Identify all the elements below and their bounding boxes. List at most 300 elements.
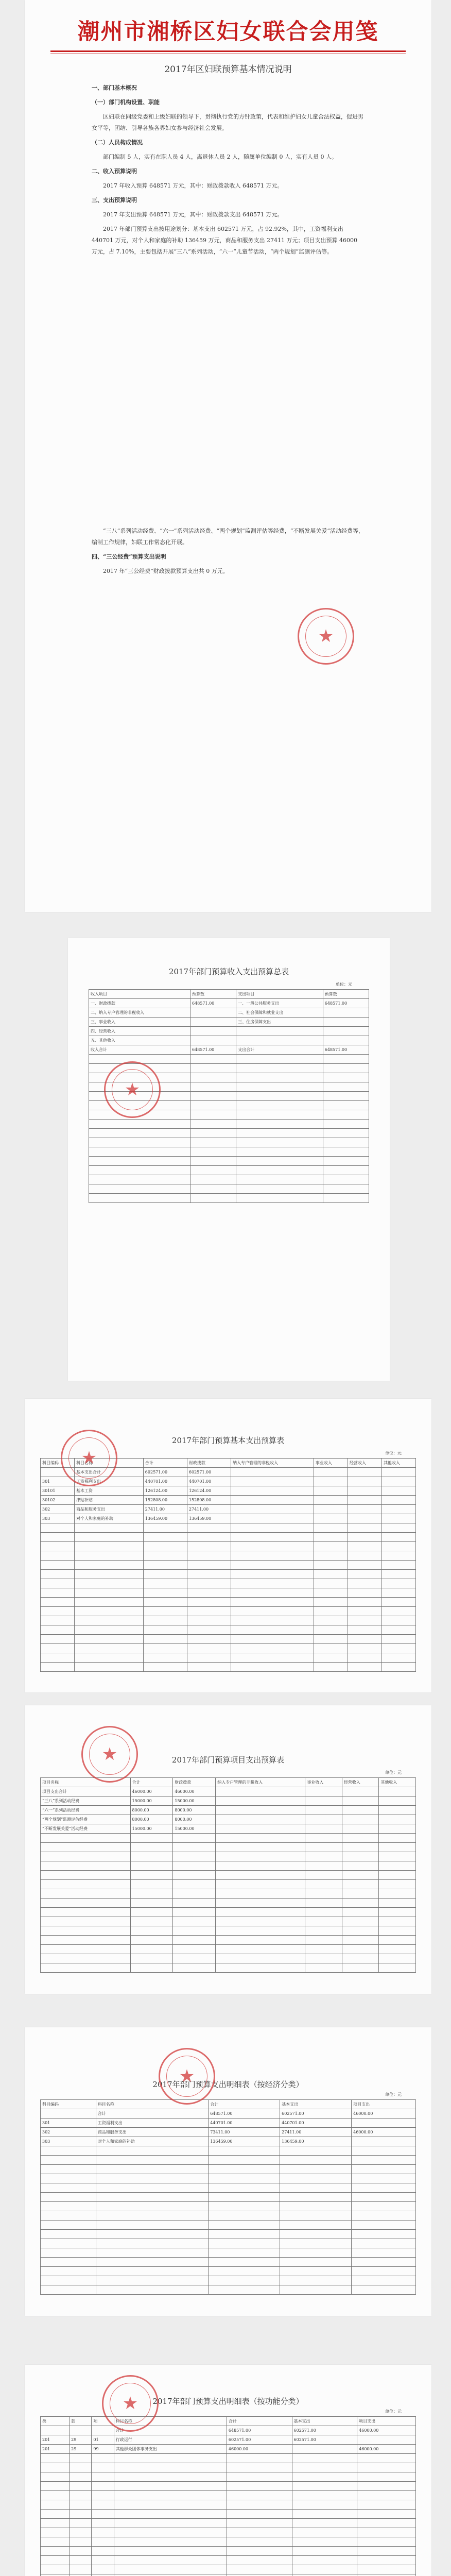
table-row-empty: [89, 1129, 369, 1138]
table-cell-empty: [227, 2519, 292, 2528]
table-cell-empty: [379, 1889, 416, 1899]
table-cell-empty: [209, 2193, 280, 2202]
table-cell-empty: [323, 1073, 369, 1082]
unit-label: 单位：元: [385, 2409, 402, 2414]
table-cell: [342, 1815, 379, 1824]
table-cell-empty: [143, 1561, 187, 1570]
table-cell-empty: [96, 2174, 208, 2183]
table-cell-empty: [187, 1570, 231, 1579]
table-cell-empty: [352, 2239, 416, 2248]
table-cell: 8000.00: [130, 1815, 173, 1824]
table-cell-empty: [92, 2565, 114, 2574]
table-cell-empty: [187, 1551, 231, 1561]
table-cell: [190, 1018, 236, 1027]
table-cell-empty: [41, 2165, 96, 2174]
table-cell: 302: [41, 2128, 96, 2137]
section-heading: 四、“三公经费”预算支出说明: [92, 553, 166, 560]
table-cell-empty: [114, 2556, 227, 2565]
table-cell: [216, 1787, 305, 1797]
table-cell-empty: [314, 1588, 348, 1598]
table-cell-empty: [323, 1110, 369, 1120]
table-cell: [305, 1824, 342, 1834]
table-cell: 30102: [41, 1496, 75, 1505]
table-cell-empty: [41, 1588, 75, 1598]
table-cell-empty: [381, 1542, 415, 1551]
column-header: 纳入专户管理的非税收入: [216, 1778, 305, 1787]
table-cell: [236, 1027, 323, 1036]
table-cell-empty: [357, 2556, 416, 2565]
table-cell-empty: [70, 2482, 92, 2491]
table-cell-empty: [342, 1899, 379, 1908]
table-cell-empty: [70, 2537, 92, 2547]
table-cell: [379, 1824, 416, 1834]
table-cell-empty: [41, 2239, 96, 2248]
table-cell-empty: [75, 1551, 144, 1561]
column-header: 事业收入: [305, 1778, 342, 1787]
table-cell-empty: [187, 1635, 231, 1644]
table-cell: 152808.00: [187, 1496, 231, 1505]
table-cell-empty: [190, 1110, 236, 1120]
table-cell: [342, 1806, 379, 1815]
table-cell-empty: [236, 1082, 323, 1092]
table-cell: 三、住房保障支出: [236, 1018, 323, 1027]
column-header: 其他收入: [379, 1778, 416, 1787]
table-cell-empty: [348, 1663, 381, 1672]
table-cell-empty: [75, 1542, 144, 1551]
column-header: 合计: [227, 2417, 292, 2426]
table-cell-empty: [379, 1908, 416, 1917]
table-cell-empty: [187, 1653, 231, 1663]
column-header: 类: [41, 2417, 70, 2426]
table-cell-empty: [187, 1607, 231, 1616]
table-row-empty: [41, 2202, 416, 2211]
table-cell-empty: [96, 2221, 208, 2230]
column-header: 合计: [143, 1459, 187, 1468]
table-cell-empty: [357, 2472, 416, 2482]
column-header: 事业收入: [314, 1459, 348, 1468]
table-cell-empty: [227, 2510, 292, 2519]
table-row-empty: [41, 2156, 416, 2165]
table-cell-empty: [323, 1194, 369, 1203]
table-row-empty: [89, 1120, 369, 1129]
table-cell: [41, 2426, 70, 2435]
table-cell-empty: [236, 1175, 323, 1184]
table-row-empty: [41, 1908, 416, 1917]
table-row-empty: [41, 1570, 416, 1579]
table-cell-empty: [280, 2156, 352, 2165]
table-cell-empty: [231, 1598, 314, 1607]
table-cell-empty: [130, 1880, 173, 1889]
section-heading: （一）部门机构设置、职能: [92, 99, 160, 106]
table-cell-empty: [190, 1064, 236, 1073]
page-basic-expenditure: [25, 1399, 431, 1692]
table-cell-empty: [41, 1551, 75, 1561]
table-row: [41, 2109, 416, 2119]
table-cell: 602571.00: [292, 2435, 357, 2445]
table-cell-empty: [357, 2491, 416, 2500]
table-cell: 15000.00: [130, 1797, 173, 1806]
table-cell-empty: [96, 2202, 208, 2211]
table-cell-empty: [89, 1184, 190, 1194]
section-heading: 三、支出预算说明: [92, 197, 137, 204]
table-cell-empty: [143, 1607, 187, 1616]
table-row-empty: [41, 1635, 416, 1644]
table-cell: 15000.00: [173, 1797, 216, 1806]
table-cell-empty: [41, 2258, 96, 2267]
table-row-empty: [41, 2547, 416, 2556]
section-paragraph: 2017 年收入预算 648571 万元，其中：财政拨款收入 648571 万元。: [103, 182, 283, 189]
table-header-row: [89, 990, 369, 999]
table-cell-empty: [236, 1055, 323, 1064]
table-cell-empty: [236, 1138, 323, 1147]
table-cell-empty: [342, 1880, 379, 1889]
table-cell-empty: [342, 1963, 379, 1973]
table-cell: 648571.00: [190, 1045, 236, 1055]
table-cell-empty: [357, 2500, 416, 2510]
table-cell-empty: [70, 2547, 92, 2556]
table-cell-empty: [231, 1625, 314, 1635]
table-cell-empty: [352, 2183, 416, 2193]
table-row-empty: [41, 1523, 416, 1533]
table-cell: 二、社会保障和就业支出: [236, 1008, 323, 1018]
table-cell-empty: [236, 1129, 323, 1138]
table-cell-empty: [41, 1607, 75, 1616]
table-cell-empty: [352, 2146, 416, 2156]
table-cell: 602571.00: [143, 1468, 187, 1477]
table-cell: 602571.00: [227, 2435, 292, 2445]
table-row: [41, 2426, 416, 2435]
table-cell-empty: [41, 1954, 131, 1963]
table-cell-empty: [314, 1570, 348, 1579]
table-cell: 648571.00: [323, 1045, 369, 1055]
table-row-empty: [41, 2285, 416, 2295]
table-cell-empty: [41, 1523, 75, 1533]
table-cell-empty: [323, 1082, 369, 1092]
table-cell-empty: [209, 2285, 280, 2295]
table-cell-empty: [292, 2565, 357, 2574]
table-cell-empty: [231, 1533, 314, 1542]
column-header: 财政拨款: [187, 1459, 231, 1468]
table-row-empty: [41, 2510, 416, 2519]
table-cell-empty: [41, 2500, 70, 2510]
table-cell: 136459.00: [280, 2137, 352, 2146]
table-cell-empty: [114, 2472, 227, 2482]
table-cell-empty: [92, 2454, 114, 2463]
column-header: 科目编码: [41, 1459, 75, 1468]
table-cell-empty: [357, 2574, 416, 2576]
table-cell-empty: [323, 1064, 369, 1073]
table-cell: [381, 1505, 415, 1514]
table-cell-empty: [292, 2491, 357, 2500]
table-cell-empty: [96, 2230, 208, 2239]
table-cell-empty: [70, 2528, 92, 2537]
table-cell-empty: [92, 2528, 114, 2537]
letterhead-title: 潮州市湘桥区妇女联合会用笺: [77, 19, 379, 45]
table-cell-empty: [216, 1963, 305, 1973]
table-cell-empty: [190, 1138, 236, 1147]
table-cell-empty: [305, 1843, 342, 1852]
table-cell-empty: [292, 2482, 357, 2491]
table-cell-empty: [70, 2454, 92, 2463]
table-cell-empty: [314, 1653, 348, 1663]
table-cell-empty: [342, 1852, 379, 1861]
table-cell-empty: [305, 1834, 342, 1843]
column-header: 项目支出: [357, 2417, 416, 2426]
table-cell-empty: [75, 1635, 144, 1644]
table-row-empty: [41, 1945, 416, 1954]
table-row-empty: [41, 2165, 416, 2174]
table-cell: [314, 1468, 348, 1477]
table-cell: [379, 1797, 416, 1806]
table-cell-empty: [305, 1945, 342, 1954]
column-header: 合计: [130, 1778, 173, 1787]
table-cell-empty: [41, 2510, 70, 2519]
table-cell: 440701.00: [187, 1477, 231, 1486]
table-cell: 工资福利支出: [96, 2119, 208, 2128]
table-cell-empty: [216, 1871, 305, 1880]
table-cell: [323, 1018, 369, 1027]
table-cell: [231, 1505, 314, 1514]
table-cell-empty: [209, 2230, 280, 2239]
table-cell: [381, 1514, 415, 1523]
table-cell-empty: [41, 1917, 131, 1926]
table-cell-empty: [89, 1175, 190, 1184]
table-cell-empty: [216, 1954, 305, 1963]
table-cell-empty: [352, 2174, 416, 2183]
table-cell: 602571.00: [187, 1468, 231, 1477]
table-cell-empty: [41, 2482, 70, 2491]
table-cell: [231, 1486, 314, 1496]
table-cell-empty: [352, 2193, 416, 2202]
table-cell-empty: [70, 2491, 92, 2500]
table-cell-empty: [236, 1166, 323, 1175]
table-cell-empty: [381, 1598, 415, 1607]
table-cell: 项目支出合计: [41, 1787, 131, 1797]
table-cell-empty: [231, 1570, 314, 1579]
table-cell-empty: [305, 1954, 342, 1963]
table-cell-empty: [379, 1861, 416, 1871]
table-cell: 津贴补贴: [75, 1496, 144, 1505]
table-cell-empty: [323, 1129, 369, 1138]
table-cell-empty: [41, 2574, 70, 2576]
table-cell-empty: [92, 2519, 114, 2528]
table-cell-empty: [342, 1917, 379, 1926]
table-cell-empty: [70, 2565, 92, 2574]
table-row-empty: [41, 1899, 416, 1908]
official-seal-icon: [104, 1061, 161, 1118]
table-cell-empty: [143, 1542, 187, 1551]
table-cell-empty: [342, 1908, 379, 1917]
page-expenditure-by-economic-class: [25, 2027, 431, 2316]
table-cell-empty: [314, 1533, 348, 1542]
table-cell-empty: [41, 1926, 131, 1936]
table-cell-empty: [96, 2267, 208, 2276]
table-cell: [381, 1496, 415, 1505]
table-cell: 46000.00: [352, 2128, 416, 2137]
table-cell-empty: [381, 1570, 415, 1579]
table-cell-empty: [379, 1936, 416, 1945]
section-paragraph: 2017 年部门预算支出按用途划分：基本支出 602571 万元，占 92.92%，其中，工资福利支出 440701 万元，对个人和家庭的补助 136459 万元，商品和服务支出 27411 万元；项目支出预算 46000 万元，占 7.10%，主要包括开展“三八”系列活动，“六一”儿童节活动，“两个规划”监测评估等。: [92, 226, 357, 255]
table-cell-empty: [41, 2537, 70, 2547]
table-cell-empty: [92, 2491, 114, 2500]
table-cell-empty: [187, 1579, 231, 1588]
table-cell-empty: [227, 2574, 292, 2576]
table-cell: 301: [41, 2119, 96, 2128]
table-cell-empty: [292, 2537, 357, 2547]
table-cell-empty: [236, 1157, 323, 1166]
table-cell-empty: [114, 2463, 227, 2472]
unit-label: 单位：元: [385, 2092, 402, 2097]
table-cell-empty: [41, 1908, 131, 1917]
table-cell: [305, 1806, 342, 1815]
table-cell-empty: [190, 1082, 236, 1092]
table-cell-empty: [209, 2211, 280, 2221]
table-row-empty: [89, 1166, 369, 1175]
table-cell-empty: [292, 2472, 357, 2482]
table-cell: 合计: [114, 2426, 227, 2435]
table-cell-empty: [292, 2519, 357, 2528]
table-cell-empty: [70, 2519, 92, 2528]
table-cell-empty: [89, 1194, 190, 1203]
table-cell-empty: [190, 1147, 236, 1157]
table-cell-empty: [41, 1579, 75, 1588]
table-cell-empty: [342, 1889, 379, 1899]
table-row-empty: [89, 1175, 369, 1184]
table-cell-empty: [75, 1663, 144, 1672]
table-row-empty: [41, 2146, 416, 2156]
table-cell-empty: [89, 1129, 190, 1138]
table-cell-empty: [41, 2472, 70, 2482]
table-cell: 301: [41, 1477, 75, 1486]
table-cell: 商品和服务支出: [96, 2128, 208, 2137]
table-cell-empty: [348, 1561, 381, 1570]
table-cell-empty: [173, 1880, 216, 1889]
table-cell: [216, 1797, 305, 1806]
table-cell-empty: [231, 1635, 314, 1644]
table-cell-empty: [41, 1899, 131, 1908]
table-cell-empty: [89, 1147, 190, 1157]
table-cell-empty: [190, 1055, 236, 1064]
table-cell-empty: [314, 1644, 348, 1653]
table-cell-empty: [352, 2285, 416, 2295]
table-row-empty: [41, 1579, 416, 1588]
table-cell-empty: [187, 1561, 231, 1570]
table-cell-empty: [187, 1542, 231, 1551]
table-cell-empty: [323, 1138, 369, 1147]
table-cell: [352, 2119, 416, 2128]
table-cell-empty: [236, 1184, 323, 1194]
project-expenditure-table: [40, 1777, 416, 1973]
basic-expenditure-table: [40, 1458, 416, 1672]
table-cell-empty: [357, 2565, 416, 2574]
table-row-empty: [41, 1917, 416, 1926]
table-cell: 商品和服务支出: [75, 1505, 144, 1514]
table-cell-empty: [143, 1523, 187, 1533]
table-cell: 基本工资: [75, 1486, 144, 1496]
table-row-empty: [41, 1598, 416, 1607]
table-cell-empty: [96, 2165, 208, 2174]
section-paragraph: “三八”系列活动经费、“六一”系列活动经费、“两个规划”监测评估等经费，“不断发展关爱”活动经费等，编制工作规律，妇联工作常态化开展。: [92, 528, 364, 546]
table-cell-empty: [236, 1092, 323, 1101]
table-cell-empty: [41, 2183, 96, 2193]
table-row: [89, 999, 369, 1008]
table-row-empty: [41, 2211, 416, 2221]
table-cell-empty: [173, 1936, 216, 1945]
table-cell: 46000.00: [357, 2426, 416, 2435]
table-cell-empty: [41, 2556, 70, 2565]
table-row: [89, 1036, 369, 1045]
table-cell: [216, 1806, 305, 1815]
table-cell: [305, 1797, 342, 1806]
table-cell: 二、纳入专户管理的非税收入: [89, 1008, 190, 1018]
table-cell-empty: [381, 1523, 415, 1533]
table-cell-empty: [187, 1598, 231, 1607]
table-cell-empty: [41, 2547, 70, 2556]
table-cell-empty: [216, 1945, 305, 1954]
table-cell-empty: [357, 2454, 416, 2463]
table-cell-empty: [173, 1852, 216, 1861]
table-cell: “三八”系列活动经费: [41, 1797, 131, 1806]
table-row-empty: [89, 1194, 369, 1203]
table-row-empty: [41, 2491, 416, 2500]
table-row-empty: [41, 2248, 416, 2258]
table-cell-empty: [348, 1598, 381, 1607]
table-cell: 一、一般公共服务支出: [236, 999, 323, 1008]
table-row-empty: [41, 1551, 416, 1561]
table-cell-empty: [114, 2537, 227, 2547]
table-cell-empty: [314, 1579, 348, 1588]
table-cell: “两个规划”监测评估经费: [41, 1815, 131, 1824]
table-cell-empty: [357, 2519, 416, 2528]
table-row-empty: [41, 2472, 416, 2482]
table-row: [41, 1824, 416, 1834]
page-budget-statement: [25, 0, 431, 912]
table-cell-empty: [173, 1899, 216, 1908]
table-cell-empty: [41, 2454, 70, 2463]
table-cell-empty: [130, 1963, 173, 1973]
table-cell-empty: [323, 1147, 369, 1157]
table-cell-empty: [173, 1908, 216, 1917]
table-cell-empty: [96, 2276, 208, 2285]
table-cell-empty: [187, 1533, 231, 1542]
function-class-table: [40, 2416, 416, 2576]
table-cell-empty: [216, 1861, 305, 1871]
table-cell-empty: [75, 1607, 144, 1616]
table-cell: [231, 1514, 314, 1523]
table-cell-empty: [130, 1899, 173, 1908]
table-cell: 8000.00: [173, 1806, 216, 1815]
unit-label: 单位：元: [336, 982, 352, 987]
table-cell-empty: [41, 2146, 96, 2156]
table-cell-empty: [231, 1523, 314, 1533]
table-cell-empty: [357, 2463, 416, 2472]
table-cell-empty: [305, 1889, 342, 1899]
table-cell-empty: [352, 2258, 416, 2267]
table-cell-empty: [41, 2174, 96, 2183]
section-paragraph: 2017 年支出预算 648571 万元，其中：财政拨款支出 648571 万元。: [103, 211, 283, 218]
table-cell-empty: [114, 2491, 227, 2500]
table-cell-empty: [130, 1926, 173, 1936]
table-row: [41, 2435, 416, 2445]
column-header: 收入项目: [89, 990, 190, 999]
table-row-empty: [41, 2519, 416, 2528]
official-seal-icon: [298, 608, 354, 665]
table-cell-empty: [379, 1871, 416, 1880]
table-row-empty: [41, 1834, 416, 1843]
table-cell-empty: [130, 1843, 173, 1852]
table-cell: [314, 1496, 348, 1505]
table-cell-empty: [381, 1616, 415, 1625]
